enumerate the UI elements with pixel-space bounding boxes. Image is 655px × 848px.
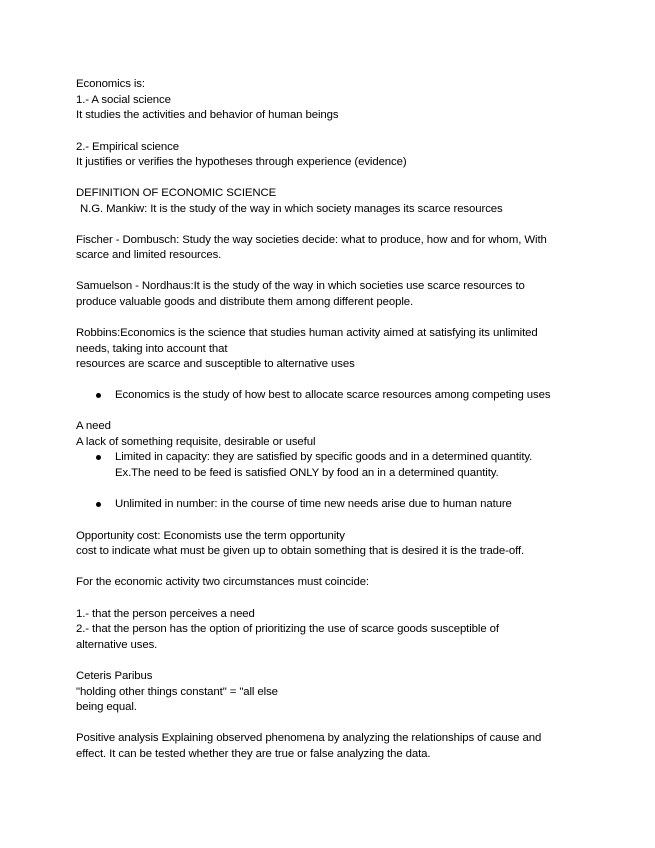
fischer-definition-line2: scarce and limited resources. xyxy=(76,249,222,261)
robbins-definition-line2: needs, taking into account that xyxy=(76,343,228,355)
economic-activity-intro: For the economic activity two circumstances must coincide: xyxy=(76,576,369,588)
economic-activity-item2-line1: 2.- that the person has the option of prioritizing the use of scarce goods susceptible of xyxy=(76,623,499,635)
intro-heading: Economics is: xyxy=(76,78,145,90)
ceteris-paribus-line2: being equal. xyxy=(76,701,137,713)
need-heading: A need xyxy=(76,420,111,432)
definition-heading: DEFINITION OF ECONOMIC SCIENCE xyxy=(76,187,277,199)
economic-activity-item2-line2: alternative uses. xyxy=(76,639,158,651)
point1-description: It studies the activities and behavior of human beings xyxy=(76,109,339,121)
ceteris-paribus-heading: Ceteris Paribus xyxy=(76,670,153,682)
samuelson-definition-line2: produce valuable goods and distribute them among different people. xyxy=(76,296,414,308)
need-bullet1-line1: Limited in capacity: they are satisfied by specific goods and in a determined quantity. xyxy=(115,451,533,463)
bullet-icon xyxy=(96,393,101,398)
need-bullet2: Unlimited in number: in the course of time new needs arise due to human nature xyxy=(115,498,512,510)
positive-analysis-line1: Positive analysis Explaining observed phenomena by analyzing the relationships of cause and xyxy=(76,732,542,744)
positive-analysis-line2: effect. It can be tested whether they are true or false analyzing the data. xyxy=(76,748,431,760)
economics-summary-bullet: Economics is the study of how best to allocate scarce resources among competing uses xyxy=(115,389,551,401)
need-bullet1-line2: Ex.The need to be feed is satisfied ONLY by food an in a determined quantity. xyxy=(115,467,499,479)
mankiw-definition: N.G. Mankiw: It is the study of the way in which society manages its scarce resources xyxy=(80,203,503,215)
point1-title: 1.- A social science xyxy=(76,94,171,106)
robbins-definition-line3: resources are scarce and susceptible to alternative uses xyxy=(76,358,355,370)
bullet-icon xyxy=(96,455,101,460)
economic-activity-item1: 1.- that the person perceives a need xyxy=(76,608,255,620)
ceteris-paribus-line1: "holding other things constant" = "all else xyxy=(76,686,278,698)
opportunity-cost-line1: Opportunity cost: Economists use the term opportunity xyxy=(76,530,345,542)
bullet-icon xyxy=(96,502,101,507)
fischer-definition-line1: Fischer - Dombusch: Study the way societies decide: what to produce, how and for whom, With xyxy=(76,234,547,246)
need-definition: A lack of something requisite, desirable or useful xyxy=(76,436,316,448)
point2-description: It justifies or verifies the hypotheses through experience (evidence) xyxy=(76,156,407,168)
point2-title: 2.- Empirical science xyxy=(76,141,179,153)
opportunity-cost-line2: cost to indicate what must be given up to obtain something that is desired it is the trade-off. xyxy=(76,545,525,557)
samuelson-definition-line1: Samuelson - Nordhaus:It is the study of the way in which societies use scarce resources to xyxy=(76,280,525,292)
robbins-definition-line1: Robbins:Economics is the science that studies human activity aimed at satisfying its unlimited xyxy=(76,327,538,339)
